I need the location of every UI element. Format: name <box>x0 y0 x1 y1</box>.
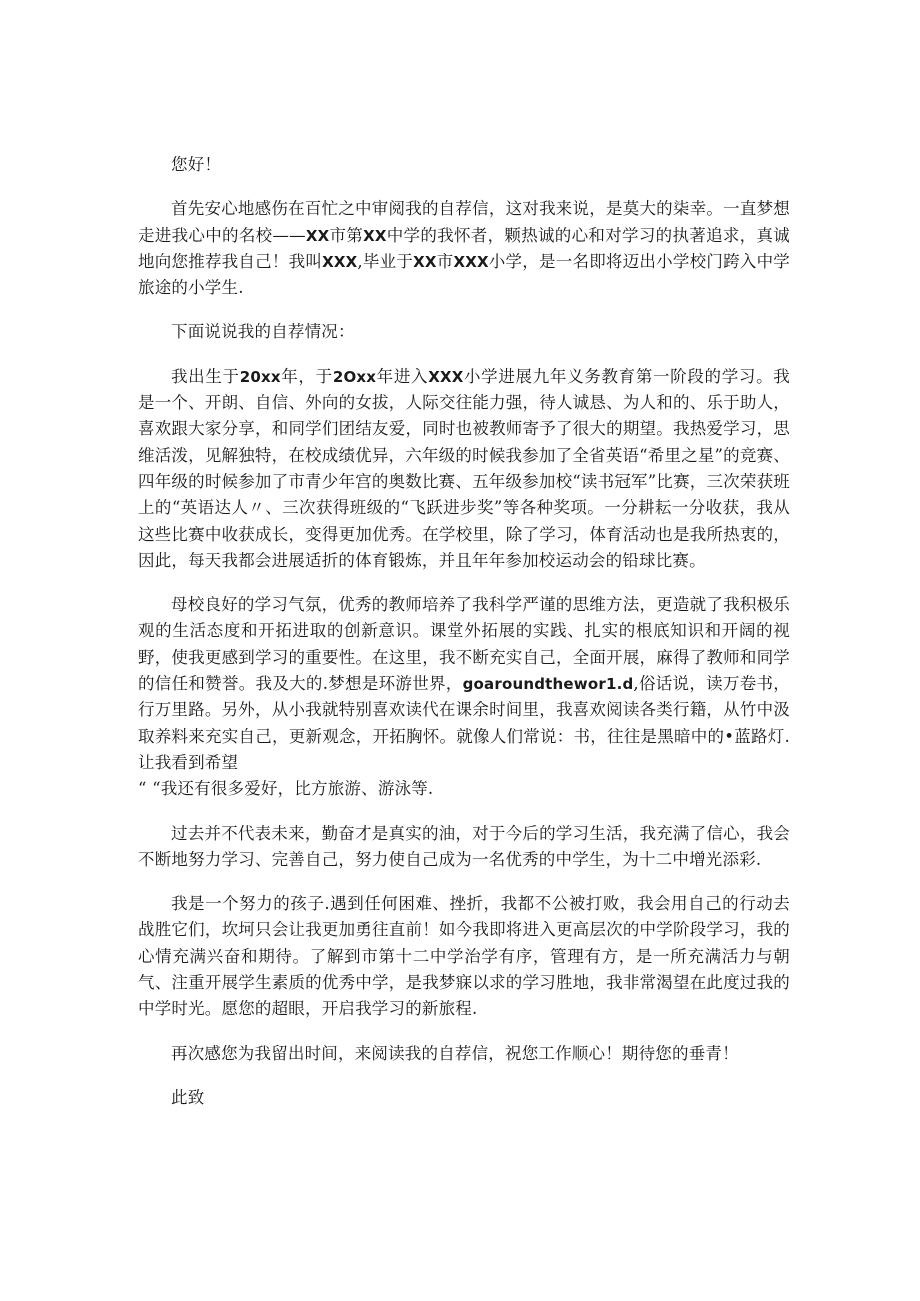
future-text: 过去并不代表未来，勤奋才是真实的油，对于今后的学习生活，我充满了信心，我会不断地努力学习、完善自己，努力使自己成为一名优秀的中学生，为十二中增光添彩. <box>138 823 790 869</box>
intro-text-d: 中学的我怀者，颗热诚的心和对学习的执著追求，真诚地向您推荐我自己！我叫 <box>138 225 790 271</box>
background-text-e: 小学进展九年义务教育第一阶段的学习。我是一个、开朗、自信、外向的女拔，人际交往能力强，待人诚恳、为人和的、乐于助人，喜欢跟大家分享，和同学们团结友爱，同时也被教师寄予了很大的期望。我热爱学习，思维活泼，见解独特，在校成绩优异，六年级的时候我参加了全省英语“希里之星”的竞赛、四年级的时候参加了市青少年宫的奥数比赛、五年级参加校“读书冠军”比赛，三次荣获班上的“英语达人〃、三次获得班级的“飞跃进步奖”等各种奖项。一分耕耘一分收获，我从这些比赛中收获成长，变得更加优秀。在学校里，除了学习，体育活动也是我所热衷的，因此，每天我都会进展适折的体育锻炼，并且年年参加校运动会的铅球比赛。 <box>138 366 790 570</box>
placeholder-entry-year: 2Oxx <box>332 367 377 386</box>
placeholder-primary-school: XXX <box>453 252 489 271</box>
background-text-c: 年，于 <box>280 366 333 386</box>
placeholder-primary-school-2: XXX <box>428 367 464 386</box>
intro-text-f: 市 <box>436 251 454 271</box>
closing-text: 此致 <box>171 1087 205 1107</box>
paragraph-intro <box>138 196 790 301</box>
school-life-text-a: 母校良好的学习气氛，优秀的教师培养了我科学严谨的思维方法，更造就了我积极乐观的生活态度和开拓进取的创新意识。课堂外拓展的实践、扎实的根底知识和开阔的视野，使我更感到学习的重要性。在这里，我不断充实自己，全面开展，麻得了教师和同学的信任和赞誉。我及大的.梦想是环游世界， <box>138 595 790 694</box>
background-text-a: 我出生于 <box>171 366 240 386</box>
self-recommendation-letter <box>138 152 790 1129</box>
paragraph-thanks <box>138 1041 790 1067</box>
english-phrase: goaroundthewor1.d <box>462 675 634 694</box>
placeholder-school: XX <box>363 226 387 245</box>
greeting <box>138 152 790 178</box>
intro-text-g: 小学，是一名即将迈出小学校门跨入中学旅途的小学生. <box>138 251 791 298</box>
intro-text-a: 首先安心地感伤在百忙之中审阅我的自荐信，这对我来说，是莫大的柒幸。一直梦想走进我心中的名校—— <box>138 199 790 245</box>
placeholder-city: XX <box>305 226 330 245</box>
school-life-text-c: ,俗话说，读万卷书，行万里路。另外，从小我就特别喜欢读代在课余时间里，我喜欢阅读各类行籍，从竹中汲取养料来充实自己，更新观念，开拓胸怀。就像人们常说：书，往往是黑暗中的•蓝路灯.让我看到希望 <box>138 674 790 772</box>
paragraph-school-life <box>138 592 790 802</box>
section-heading-text: 下面说说我的自荐情况： <box>171 322 355 342</box>
closing <box>138 1085 790 1111</box>
thanks-text: 再次感您为我留出时间，来阅读我的自荐信，祝您工作顺心！期待您的垂青！ <box>171 1043 739 1063</box>
paragraph-background <box>138 364 790 574</box>
placeholder-birth-year: 20xx <box>239 367 281 386</box>
paragraph-determination <box>138 891 790 1022</box>
placeholder-city-2: XX <box>413 252 437 271</box>
greeting-text: 您好！ <box>171 155 222 174</box>
intro-text-e: ,毕业于 <box>357 251 414 271</box>
background-text-d: 年进入 <box>376 366 429 386</box>
determination-text: 我是一个努力的孩子.遇到任何困难、挫折，我都不公被打败，我会用自己的行动去战胜它们，坎坷只会让我更加勇往直前！如今我即将进入更高层次的中学阶段学习，我的心情充满兴奋和期待。了解到市第十二中学治学有序，管理有方，是一所充满活力与朝气、注重开展学生素质的优秀中学，是我梦寐以求的学习胜地，我非常渴望在此度过我的中学时光。愿您的超眼，开启我学习的新旅程. <box>138 894 790 1019</box>
school-life-hobbies-line: “ “我还有很多爱好，比方旅游、游泳等. <box>138 779 434 799</box>
paragraph-future <box>138 821 790 874</box>
intro-text-c: 市第 <box>329 225 364 245</box>
placeholder-name: XXX <box>322 252 358 271</box>
paragraph-section-heading <box>138 319 790 345</box>
